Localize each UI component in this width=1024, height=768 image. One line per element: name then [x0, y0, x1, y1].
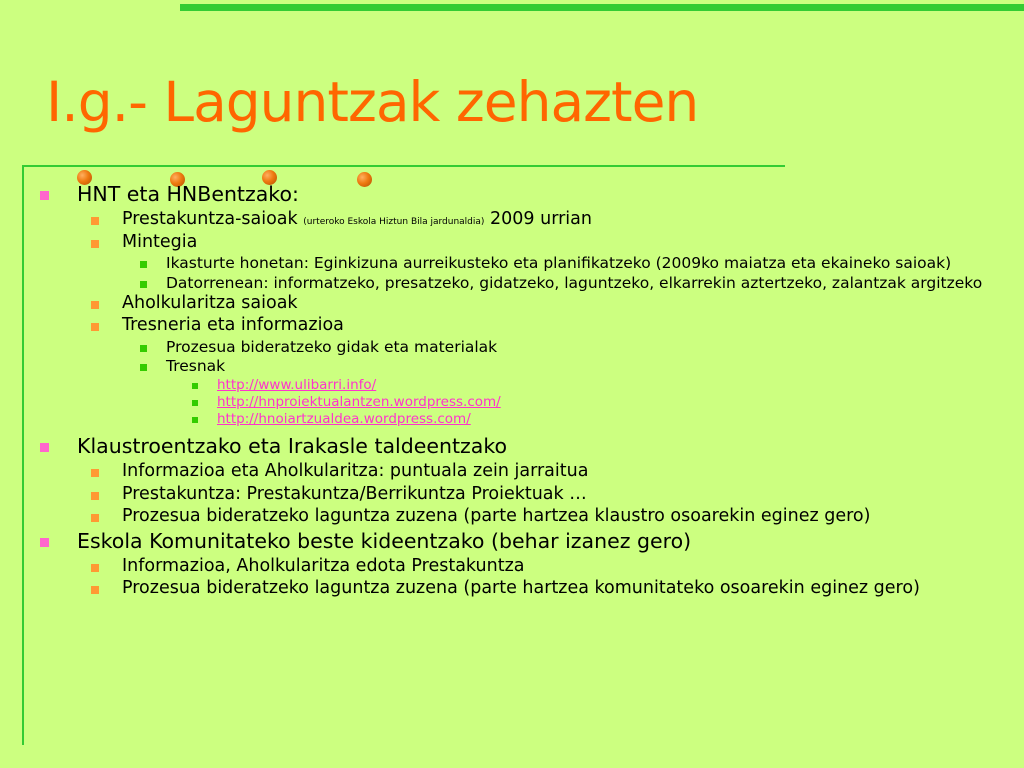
- square-bullet-icon: [91, 469, 99, 477]
- item-text: Prestakuntza: Prestakuntza/Berrikuntza Proiektuak …: [122, 483, 587, 504]
- square-bullet-icon: [140, 364, 147, 371]
- square-bullet-icon: [192, 417, 198, 423]
- list-item: [0, 316, 1024, 336]
- section-label: Klaustroentzako eta Irakasle taldeentzako: [77, 434, 508, 459]
- section-klaustro: [0, 435, 1024, 458]
- section-label: HNT eta HNBentzako:: [77, 182, 299, 206]
- square-bullet-icon: [192, 383, 198, 389]
- item-text: Prozesua bideratzeko laguntza zuzena (parte hartzea klaustro osoarekin eginez gero): [122, 506, 871, 527]
- list-item: [0, 579, 1024, 599]
- item-text: Aholkularitza saioak: [122, 292, 298, 313]
- item-note: (urteroko Eskola Hiztun Bila jardunaldia): [303, 216, 485, 227]
- square-bullet-icon: [91, 301, 99, 309]
- square-bullet-icon: [40, 191, 49, 200]
- square-bullet-icon: [91, 217, 99, 225]
- square-bullet-icon: [40, 443, 49, 452]
- slide-title: I.g.- Laguntzak zehazten: [46, 70, 699, 134]
- square-bullet-icon: [140, 261, 147, 268]
- item-text: Tresneria eta informazioa: [122, 315, 344, 336]
- square-bullet-icon: [91, 240, 99, 248]
- square-bullet-icon: [192, 400, 198, 406]
- list-item: [0, 485, 1024, 505]
- top-accent-bar: [180, 4, 1024, 11]
- item-text: Ikasturte honetan: Eginkizuna aurreikusteko eta planifikatzeko (2009ko maiatza eta ekaineko saioak): [166, 254, 952, 273]
- item-text: Informazioa eta Aholkularitza: puntuala zein jarraitua: [122, 461, 589, 482]
- square-bullet-icon: [91, 564, 99, 572]
- square-bullet-icon: [140, 345, 147, 352]
- list-item: [0, 358, 1024, 375]
- list-item: [0, 412, 1024, 427]
- item-text: Informazioa, Aholkularitza edota Prestakuntza: [122, 555, 525, 576]
- square-bullet-icon: [40, 538, 49, 547]
- list-item: [0, 507, 1024, 527]
- list-item: [0, 557, 1024, 577]
- horizontal-rule: [22, 165, 785, 167]
- item-text: Prozesua bideratzeko laguntza zuzena (parte hartzea komunitateko osoarekin eginez gero): [122, 578, 920, 599]
- item-text-rest: 2009 urrian: [490, 208, 592, 229]
- item-text: Tresnak: [166, 357, 226, 376]
- item-text: Prestakuntza-saioak: [122, 208, 298, 229]
- section-label: Eskola Komunitateko beste kideentzako (behar izanez gero): [77, 528, 692, 553]
- item-text: Prozesua bideratzeko gidak eta materialak: [166, 338, 498, 357]
- list-item: [0, 462, 1024, 482]
- square-bullet-icon: [91, 492, 99, 500]
- list-item: [0, 255, 1024, 272]
- square-bullet-icon: [91, 323, 99, 331]
- section-komunitatea: [0, 530, 1024, 553]
- slide-content: [0, 183, 1024, 602]
- square-bullet-icon: [91, 586, 99, 594]
- list-item: [0, 339, 1024, 356]
- square-bullet-icon: [140, 281, 147, 288]
- list-item: [0, 395, 1024, 410]
- link-hnoiartzualdea[interactable]: http://hnoiartzualdea.wordpress.com/: [217, 410, 471, 427]
- square-bullet-icon: [91, 514, 99, 522]
- list-item: [0, 275, 1024, 292]
- section-hnt: [0, 183, 1024, 206]
- list-item: [0, 294, 1024, 314]
- link-hnproiektualantzen[interactable]: http://hnproiektualantzen.wordpress.com/: [217, 393, 501, 410]
- item-text: Mintegia: [122, 231, 198, 252]
- item-text: Datorrenean: informatzeko, presatzeko, gidatzeko, laguntzeko, elkarrekin aztertzeko, zalantzak argitzeko: [166, 273, 983, 292]
- list-item: [0, 378, 1024, 393]
- link-ulibarri[interactable]: http://www.ulibarri.info/: [217, 376, 377, 393]
- list-item: [0, 210, 1024, 230]
- list-item: [0, 233, 1024, 253]
